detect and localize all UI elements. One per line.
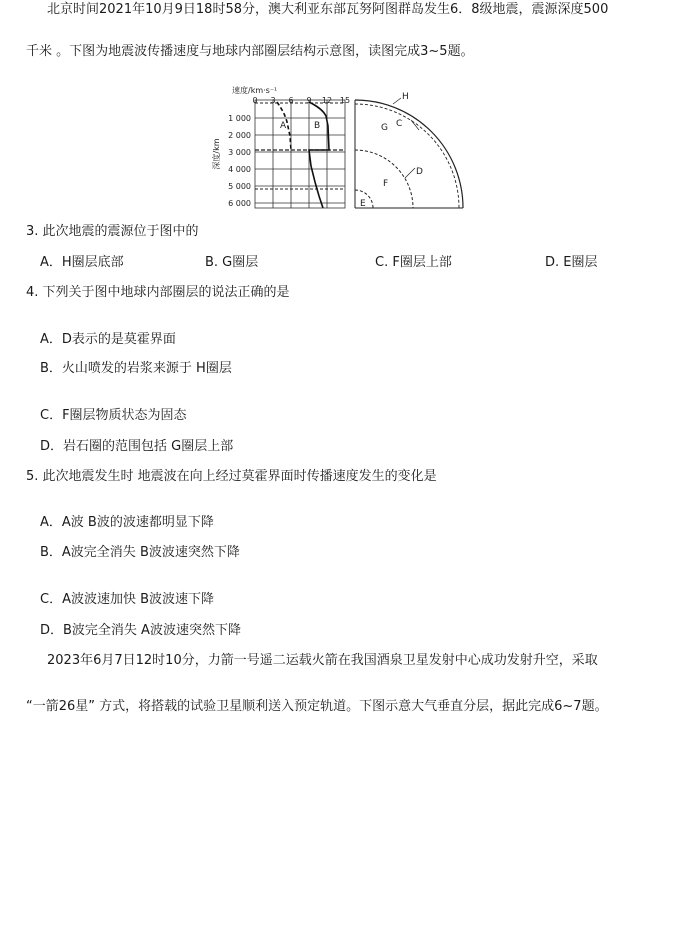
- q3-option-b[interactable]: B. G圈层: [205, 255, 259, 270]
- q5-option-c[interactable]: C．A波波速加快 B波波速下降: [40, 592, 215, 607]
- intro-line-1: 北京时间2021年10月9日18时58分，澳大利亚东部瓦努阿图群岛发生6．8级地震，震源深度500: [47, 2, 609, 17]
- speed-tick: 6: [288, 96, 294, 105]
- q3-option-d[interactable]: D. E圈层: [545, 255, 598, 270]
- speed-tick: 15: [339, 96, 351, 105]
- layer-d-label: D: [416, 167, 423, 177]
- wave-a-label: A: [280, 121, 287, 131]
- wave-b-label: B: [314, 121, 321, 131]
- question-3-stem: 3. 此次地震的震源位于图中的: [26, 224, 199, 239]
- q5-option-a[interactable]: A．A波 B波的波速都明显下降: [40, 515, 214, 530]
- depth-tick: 2 000: [228, 131, 251, 140]
- intro-line-2: 千米 。下图为地震波传播速度与地球内部圈层结构示意图，读图完成3~5题。: [26, 44, 474, 59]
- depth-axis-label: 深度/km: [212, 138, 221, 170]
- layer-h-label: H: [402, 92, 409, 102]
- q3-option-a[interactable]: A．H圈层底部: [40, 255, 124, 270]
- q4-option-c[interactable]: C．F圈层物质状态为固态: [40, 408, 187, 423]
- layer-f-label: F: [383, 179, 389, 189]
- passage2-line-2: “一箭26星” 方式，将搭载的试验卫星顺利送入预定轨道。下图示意大气垂直分层，据此完成6~7题。: [26, 699, 608, 714]
- depth-tick: 3 000: [228, 148, 251, 157]
- depth-tick: 1 000: [228, 114, 251, 123]
- q3-option-c[interactable]: C. F圈层上部: [375, 255, 452, 270]
- layer-c-label: C: [396, 119, 403, 129]
- depth-tick: 5 000: [228, 182, 251, 191]
- speed-tick: 3: [270, 96, 276, 105]
- depth-tick: 4 000: [228, 165, 251, 174]
- speed-tick: 12: [321, 96, 333, 105]
- q4-option-a[interactable]: A．D表示的是莫霍界面: [40, 332, 176, 347]
- layer-g-label: G: [381, 123, 388, 133]
- seismic-diagram-svg: [205, 86, 470, 214]
- depth-tick: 6 000: [228, 199, 251, 208]
- speed-tick: 9: [306, 96, 312, 105]
- layer-e-label: E: [360, 199, 366, 209]
- question-5-stem: 5. 此次地震发生时 地震波在向上经过莫霍界面时传播速度发生的变化是: [26, 469, 437, 484]
- chart-grid: [255, 100, 345, 208]
- earth-structure: [355, 98, 463, 208]
- seismic-wave-figure: [205, 86, 470, 214]
- q4-option-d[interactable]: D．岩石圈的范围包括 G圈层上部: [40, 439, 234, 454]
- speed-axis-label: 速度/km·s⁻¹: [232, 86, 278, 95]
- question-4-stem: 4. 下列关于图中地球内部圈层的说法正确的是: [26, 285, 290, 300]
- passage2-line-1: 2023年6月7日12时10分，力箭一号遥二运载火箭在我国酒泉卫星发射中心成功发射升空，采取: [47, 653, 598, 668]
- q5-option-d[interactable]: D．B波完全消失 A波波速突然下降: [40, 623, 241, 638]
- speed-tick: 0: [252, 96, 258, 105]
- q5-option-b[interactable]: B．A波完全消失 B波波速突然下降: [40, 545, 240, 560]
- q4-option-b[interactable]: B．火山喷发的岩浆来源于 H圈层: [40, 361, 232, 376]
